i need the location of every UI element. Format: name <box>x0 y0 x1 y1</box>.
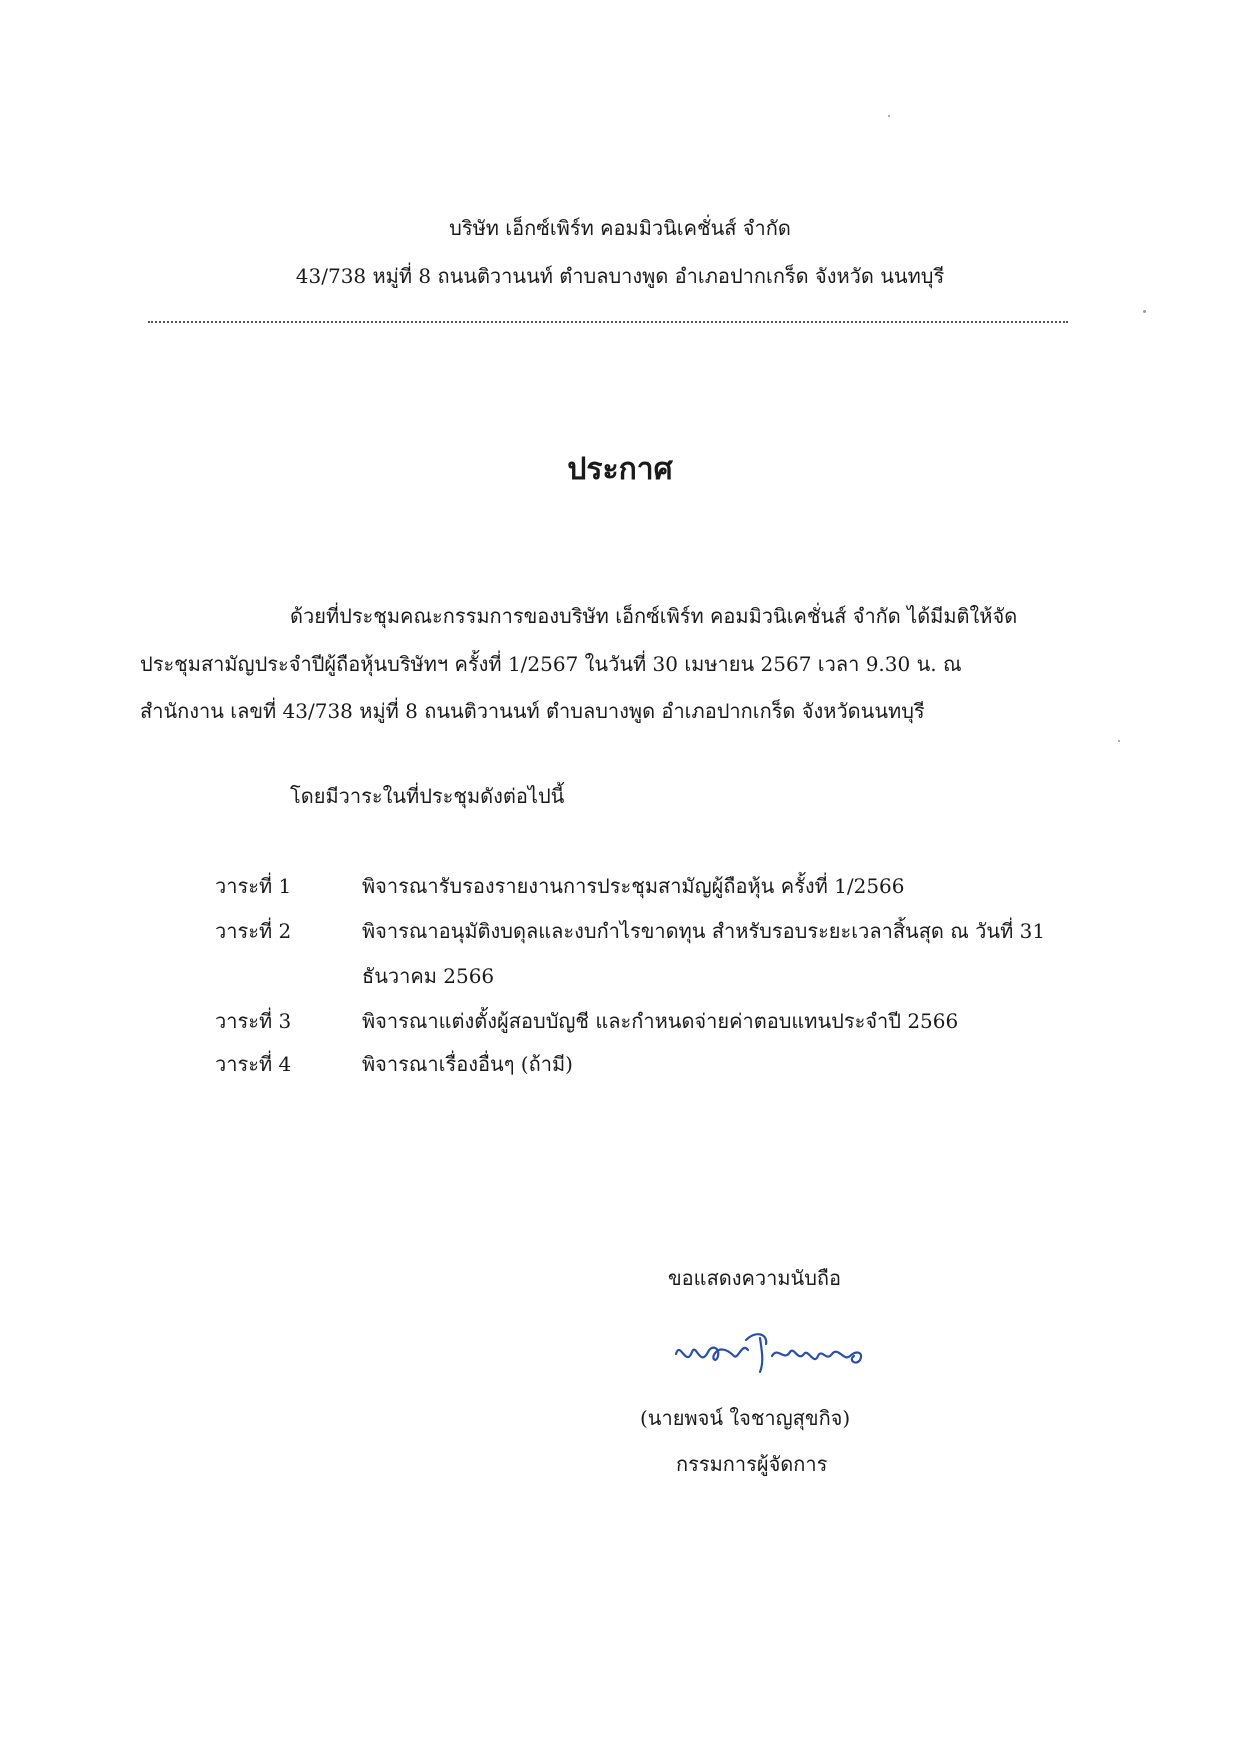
signature-image <box>668 1322 878 1382</box>
body-line-3: สำนักงาน เลขที่ 43/738 หมู่ที่ 8 ถนนติวานนท์ ตำบลบางพูด อำเภอปากเกร็ด จังหวัดนนทบุรี <box>140 699 925 723</box>
agenda-text-3: พิจารณาแต่งตั้งผู้สอบบัญชี และกำหนดจ่ายค่าตอบแทนประจำปี 2566 <box>362 1009 959 1033</box>
agenda-text-2-cont: ธันวาคม 2566 <box>362 964 495 988</box>
closing-salutation: ขอแสดงความนับถือ <box>668 1266 842 1290</box>
agenda-label-2: วาระที่ 2 <box>215 919 292 943</box>
company-address: 43/738 หมู่ที่ 8 ถนนติวานนท์ ตำบลบางพูด อำเภอปากเกร็ด จังหวัด นนทบุรี <box>295 264 945 288</box>
signer-name: (นายพจน์ ใจชาญสุขกิจ) <box>640 1406 851 1430</box>
agenda-text-4: พิจารณาเรื่องอื่นๆ (ถ้ามี) <box>362 1052 573 1076</box>
signer-title: กรรมการผู้จัดการ <box>676 1452 828 1476</box>
header-divider <box>148 321 1068 323</box>
agenda-label-4: วาระที่ 4 <box>215 1052 292 1076</box>
scan-speck <box>888 115 890 117</box>
body-line-2: ประชุมสามัญประจำปีผู้ถือหุ้นบริษัทฯ ครั้งที่ 1/2567 ในวันที่ 30 เมษายน 2567 เวลา 9.30 น. ณ <box>140 652 962 676</box>
page-title: ประกาศ <box>567 452 673 487</box>
agenda-text-1: พิจารณารับรองรายงานการประชุมสามัญผู้ถือหุ้น ครั้งที่ 1/2566 <box>362 874 905 898</box>
agenda-label-3: วาระที่ 3 <box>215 1009 292 1033</box>
agenda-label-1: วาระที่ 1 <box>215 874 292 898</box>
scan-speck <box>1118 740 1120 742</box>
body-line-1: ด้วยที่ประชุมคณะกรรมการของบริษัท เอ็กซ์เพิร์ท คอมมิวนิเคชั่นส์ จำกัด ได้มีมติให้จัด <box>290 604 1018 628</box>
agenda-intro: โดยมีวาระในที่ประชุมดังต่อไปนี้ <box>290 784 565 808</box>
company-name: บริษัท เอ็กซ์เพิร์ท คอมมิวนิเคชั่นส์ จำกัด <box>449 216 791 240</box>
agenda-text-2: พิจารณาอนุมัติงบดุลและงบกำไรขาดทุน สำหรับรอบระยะเวลาสิ้นสุด ณ วันที่ 31 <box>362 919 1046 943</box>
scan-speck <box>1143 310 1146 313</box>
